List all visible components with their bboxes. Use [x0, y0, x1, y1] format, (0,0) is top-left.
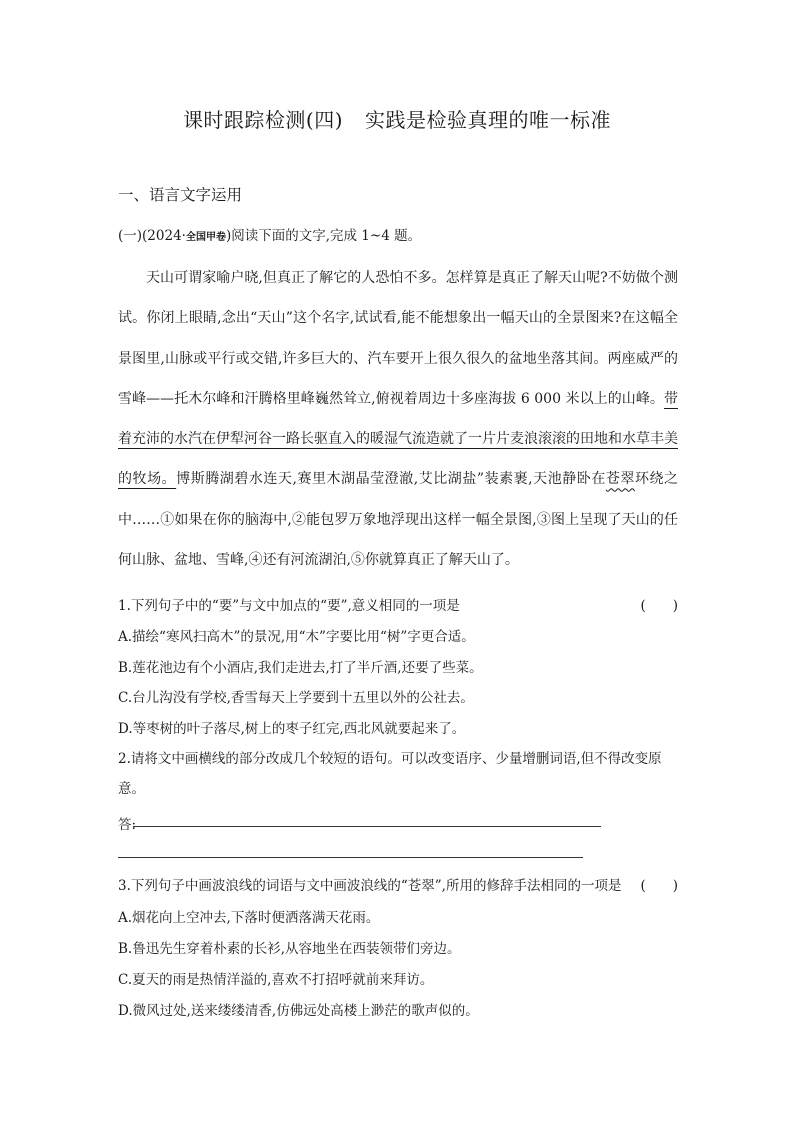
passage-paragraph — [118, 258, 678, 580]
answer-line — [118, 857, 583, 858]
answer-bracket: ( ) — [640, 878, 678, 894]
q1-option-c: C.台儿沟没有学校,香雪每天上学要到十五里以外的公社去。 — [118, 690, 474, 706]
reading-intro — [118, 224, 421, 244]
answer-bracket: ( ) — [640, 598, 678, 614]
q1-option-d: D.等枣树的叶子落尽,树上的枣子红完,西北风就要起来了。 — [118, 721, 466, 737]
question-3 — [118, 874, 678, 894]
q3-option-a: A.烟花向上空冲去,下落时便洒落满天花雨。 — [118, 910, 380, 926]
answer-line — [133, 826, 601, 827]
title-topic: 实践是检验真理的唯一标准 — [365, 108, 612, 132]
passage-text-3: 环绕之中……①如果在你的脑海中,②能包罗万象地浮现出这样一幅全景图,③图上呈现了天山的任何山脉、盆地、雪峰,④还有河流湖泊,⑤你就算真正了解天山了。 — [118, 471, 679, 569]
q3-option-d: D.微风过处,送来缕缕清香,仿佛远处高楼上渺茫的歌声似的。 — [118, 1003, 479, 1019]
underlined-sentence: 带着充沛的水汽在伊犁河谷一路长驱直入的暖湿气流造就了一片片麦浪滚滚的田地和水草丰美的牧场。 — [118, 390, 678, 488]
answer-label: 答: — [118, 817, 137, 833]
section-heading: 一、语言文字运用 — [118, 186, 243, 204]
q1-option-a: A.描绘“寒风扫高木”的景况,用“木”字要比用“树”字更合适。 — [118, 629, 475, 645]
passage-text-1: 天山可谓家喻户晓,但真正了解它的人恐怕不多。怎样算是真正了解天山呢?不妨做个测试。你闭上眼睛,念出“天山”这个名字,试试看,能不能想象出一幅天山的全景图来?在这幅全景图里,山脉或平行或交错,许多巨大的、汽车要开上很久很久的盆地坐落其间。两座威严的雪峰——托木尔峰和汗腾格里峰巍然耸立,俯视着周边十多座海拔 6 000 米以上的山峰。 — [118, 270, 678, 407]
passage-text-2: 博斯腾湖碧水连天,赛里木湖晶莹澄澈,艾比湖盐”装素裹,天池静卧在 — [176, 471, 606, 488]
q3-option-b: B.鲁迅先生穿着朴素的长衫,从容地坐在西装领带们旁边。 — [118, 941, 461, 957]
intro-source: 全国甲卷 — [185, 232, 226, 243]
question-1 — [118, 594, 678, 614]
title-lesson: 课时跟踪检测(四) — [182, 108, 344, 132]
q3-option-c: C.夏天的雨是热情洋溢的,喜欢不打招呼就前来拜访。 — [118, 972, 434, 988]
question-3-stem: 3.下列句子中画波浪线的词语与文中画波浪线的“苍翠”,所用的修辞手法相同的一项是 — [118, 878, 622, 894]
intro-prefix: (一)(2024· — [118, 228, 186, 244]
question-1-stem: 1.下列句子中的“要”与文中加点的“要”,意义相同的一项是 — [118, 598, 460, 614]
q1-option-b: B.莲花池边有个小酒店,我们走进去,打了半斤酒,还要了些菜。 — [118, 660, 483, 676]
reading-passage — [118, 258, 678, 580]
question-2-stem: 2.请将文中画横线的部分改成几个较短的语句。可以改变语序、少量增删词语,但不得改变原意。 — [118, 751, 662, 797]
page-title — [0, 104, 794, 133]
intro-suffix: )阅读下面的文字,完成 1~4 题。 — [225, 228, 422, 244]
wavy-underlined-word: 苍翠 — [605, 471, 635, 488]
